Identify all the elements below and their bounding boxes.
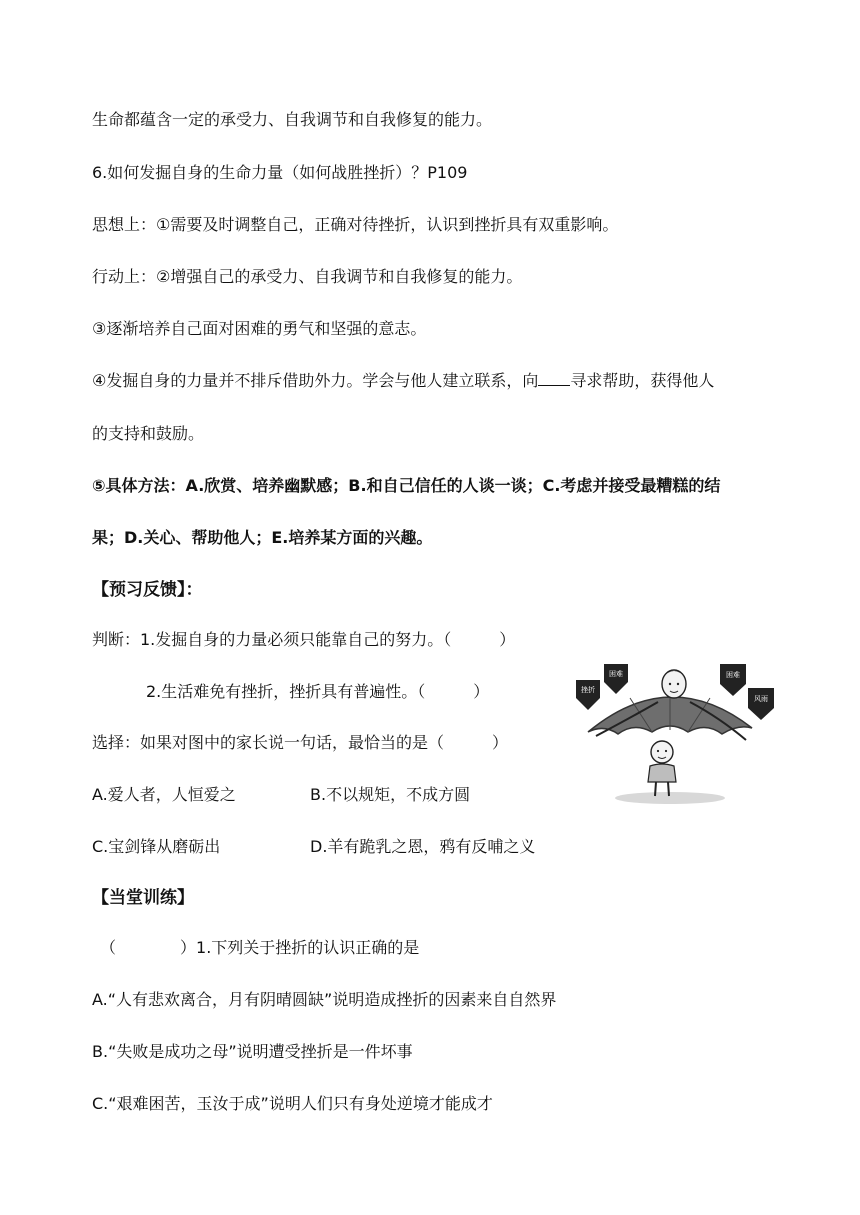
hardship-sign-icon bbox=[748, 688, 774, 720]
section-heading-preview: 【预习反馈】： bbox=[92, 580, 203, 600]
training-option-c: C.“艰难困苦，玉汝于成”说明人们只有身处逆境才能成才 bbox=[92, 1094, 493, 1113]
hardship-sign-icon bbox=[576, 680, 600, 710]
hardship-sign-icon bbox=[720, 664, 746, 696]
text-fragment: 选择：如果对图中的家长说一句话，最恰当的是（ bbox=[92, 733, 445, 752]
text-line bbox=[92, 371, 714, 391]
sign-label: 困难 bbox=[609, 670, 623, 678]
parent-umbrella-illustration bbox=[570, 658, 780, 808]
text-line: 的支持和鼓励。 bbox=[92, 424, 205, 443]
text-fragment: ） bbox=[492, 733, 509, 752]
child-head-icon bbox=[651, 741, 673, 763]
option-a: A.爱人者，人恒爱之 bbox=[92, 785, 236, 804]
hardship-sign-icon bbox=[604, 664, 628, 694]
child-body bbox=[648, 764, 676, 782]
text-fragment: ） bbox=[473, 682, 490, 701]
text-line: 生命都蕴含一定的承受力、自我调节和自我修复的能力。 bbox=[92, 110, 493, 129]
sign-label: 困难 bbox=[726, 671, 740, 679]
section-heading-training: 【当堂训练】 bbox=[92, 888, 194, 908]
text-fragment: 2.生活难免有挫折，挫折具有普遍性。（ bbox=[146, 682, 426, 701]
sign-label: 风雨 bbox=[754, 695, 768, 703]
text-line: ③逐渐培养自己面对困难的勇气和坚强的意志。 bbox=[92, 319, 427, 338]
training-option-a: A.“人有悲欢离合，月有阴晴圆缺”说明造成挫折的因素来自自然界 bbox=[92, 990, 557, 1009]
judge-question-1 bbox=[92, 630, 515, 650]
question-6: 6.如何发掘自身的生命力量（如何战胜挫折）？P109 bbox=[92, 163, 468, 182]
sign-label: 挫折 bbox=[581, 686, 595, 694]
option-b: B.不以规矩，不成方圆 bbox=[310, 785, 471, 804]
text-line: 行动上：②增强自己的承受力、自我调节和自我修复的能力。 bbox=[92, 267, 523, 286]
text-fragment: （ bbox=[100, 938, 117, 957]
text-fragment: 寻求帮助，获得他人 bbox=[570, 371, 715, 390]
text-fragment: 判断：1.发掘自身的力量必须只能靠自己的努力。（ bbox=[92, 630, 452, 649]
text-line: 思想上：①需要及时调整自己，正确对待挫折，认识到挫折具有双重影响。 bbox=[92, 215, 619, 234]
choice-question bbox=[92, 733, 508, 753]
judge-question-2 bbox=[146, 682, 489, 702]
text-fragment: ） bbox=[499, 630, 516, 649]
option-d: D.羊有跪乳之恩，鸦有反哺之义 bbox=[310, 837, 536, 856]
option-c: C.宝剑锋从磨砺出 bbox=[92, 837, 221, 856]
training-option-b: B.“失败是成功之母”说明遭受挫折是一件坏事 bbox=[92, 1042, 413, 1061]
text-fragment: ④发掘自身的力量并不排斥借助外力。学会与他人建立联系，向 bbox=[92, 371, 539, 390]
method-list: 果；D.关心、帮助他人；E.培养某方面的兴趣。 bbox=[92, 528, 433, 547]
ground-shadow bbox=[615, 792, 725, 804]
method-list: ⑤具体方法：A.欣赏、培养幽默感；B.和自己信任的人谈一谈；C.考虑并接受最糟糕的结 bbox=[92, 476, 721, 495]
fill-blank[interactable] bbox=[538, 371, 570, 386]
training-question-1 bbox=[100, 938, 419, 958]
text-fragment: ）1.下列关于挫折的认识正确的是 bbox=[180, 938, 420, 957]
